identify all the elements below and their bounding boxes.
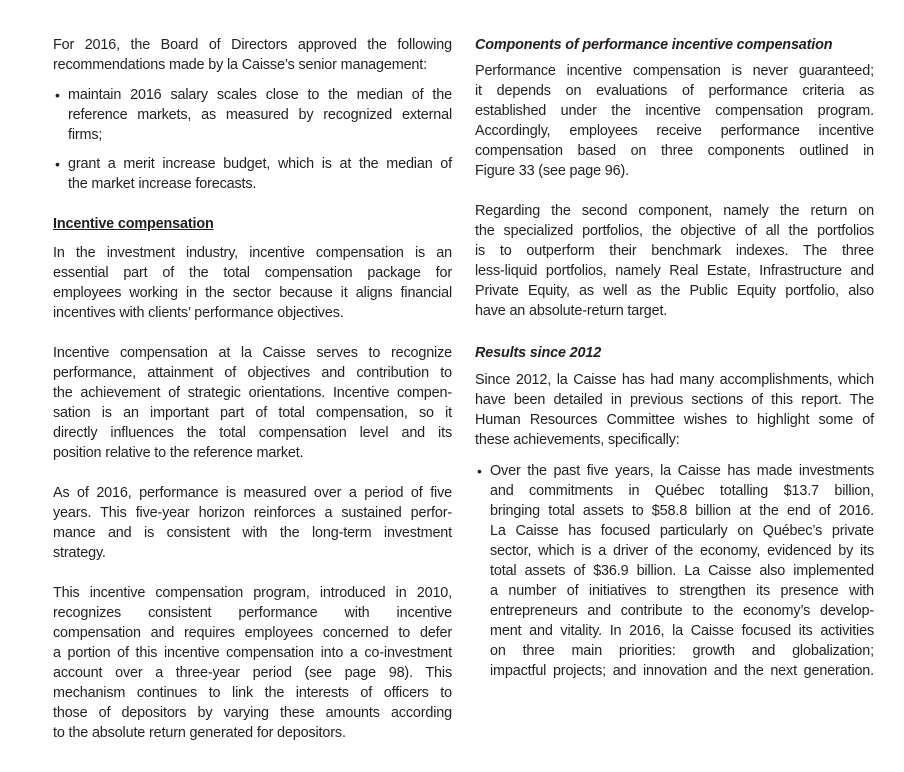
paragraph-line: In the investment industry, incentive compensation is an [53,245,452,261]
paragraph-line: performance, attainment of objectives and contribution to [53,365,452,381]
section-heading-components: Components of performance incentive compensation [475,37,833,53]
paragraph-line: to the absolute return generated for depositors. [53,725,346,741]
paragraph-line: mance and is consistent with the long-term investment [53,525,452,541]
paragraph-line: it depends on evaluations of performance criteria as [475,83,874,99]
paragraph-line: position relative to the reference market. [53,445,304,461]
bullet-line: firms; [68,127,103,143]
bullet-line: ment and vitality. In 2016, la Caisse focused its activities [490,623,874,639]
bullet-line: entrepreneurs and contribute to the economy’s develop- [490,603,874,619]
bullet-line: grant a merit increase budget, which is at the median of [68,156,452,172]
bullet-line: sector, which is a driver of the economy, evidenced by its [490,543,874,559]
paragraph-line: incentives with clients’ performance objectives. [53,305,344,321]
bullet-line: reference markets, as measured by recognized external [68,107,452,123]
paragraph-line: the achievement of strategic orientations. Incentive compen- [53,385,452,401]
intro-line: recommendations made by la Caisse’s senior management: [53,57,427,73]
bullet-icon: • [55,156,60,172]
bullet-line: a number of initiatives to strengthen its presence with [490,583,874,599]
bullet-line: impactful projects; and innovation and the next generation. [490,663,874,679]
paragraph-line: sation is an important part of total compensation, so it [53,405,452,421]
paragraph-line: have been detailed in previous sections of this report. The [475,392,874,408]
paragraph-line: As of 2016, performance is measured over a period of five [53,485,452,501]
paragraph-line: Accordingly, employees receive performance incentive [475,123,874,139]
intro-line: For 2016, the Board of Directors approved the following [53,37,452,53]
paragraph-line: the specialized portfolios, the objective of all the portfolios [475,223,874,239]
paragraph-line: established under the incentive compensation program. [475,103,874,119]
bullet-line: bringing total assets to $58.8 billion at the end of 2016. [490,503,874,519]
paragraph-line: Private Equity, as well as the Public Equity portfolio, also [475,283,874,299]
paragraph-line: strategy. [53,545,106,561]
paragraph-line: Performance incentive compensation is never guaranteed; [475,63,874,79]
bullet-line: the market increase forecasts. [68,176,257,192]
paragraph-line: years. This five-year horizon reinforces a sustained perfor- [53,505,452,521]
paragraph-line: compensation and requires employees concerned to defer [53,625,452,641]
bullet-line: Over the past five years, la Caisse has made investments [490,463,874,479]
paragraph-line: This incentive compensation program, introduced in 2010, [53,585,452,601]
paragraph-line: Regarding the second component, namely the return on [475,203,874,219]
paragraph-line: Figure 33 (see page 96). [475,163,629,179]
paragraph-line: mechanism continues to link the interests of officers to [53,685,452,701]
paragraph-line: those of depositors by varying these amounts according [53,705,452,721]
section-heading-results: Results since 2012 [475,345,602,361]
paragraph-line: directly influences the total compensation level and its [53,425,452,441]
paragraph-line: have an absolute-return target. [475,303,668,319]
bullet-line: on three main priorities: growth and globalization; [490,643,874,659]
bullet-line: La Caisse has focused particularly on Québec’s private [490,523,874,539]
bullet-line: maintain 2016 salary scales close to the median of the [68,87,452,103]
paragraph-line: Human Resources Committee wishes to highlight some of [475,412,874,428]
paragraph-line: less-liquid portfolios, namely Real Estate, Infrastructure and [475,263,874,279]
section-heading-incentive-compensation: Incentive compensation [53,216,214,232]
bullet-icon: • [477,463,482,479]
paragraph-line: Incentive compensation at la Caisse serves to recognize [53,345,452,361]
paragraph-line: employees working in the sector because it aligns financial [53,285,452,301]
paragraph-line: a portion of this incentive compensation into a co-investment [53,645,452,661]
paragraph-line: these achievements, specifically: [475,432,680,448]
bullet-line: and commitments in Québec totalling $13.7 billion, [490,483,874,499]
paragraph-line: essential part of the total compensation package for [53,265,452,281]
paragraph-line: Since 2012, la Caisse has had many accomplishments, which [475,372,874,388]
paragraph-line: is to outperform their benchmark indexes. The three [475,243,874,259]
paragraph-line: account over a three-year period (see page 98). This [53,665,452,681]
bullet-line: total assets of $36.9 billion. La Caisse also implemented [490,563,874,579]
paragraph-line: recognizes consistent performance with incentive [53,605,452,621]
bullet-icon: • [55,87,60,103]
paragraph-line: compensation based on three components outlined in [475,143,874,159]
